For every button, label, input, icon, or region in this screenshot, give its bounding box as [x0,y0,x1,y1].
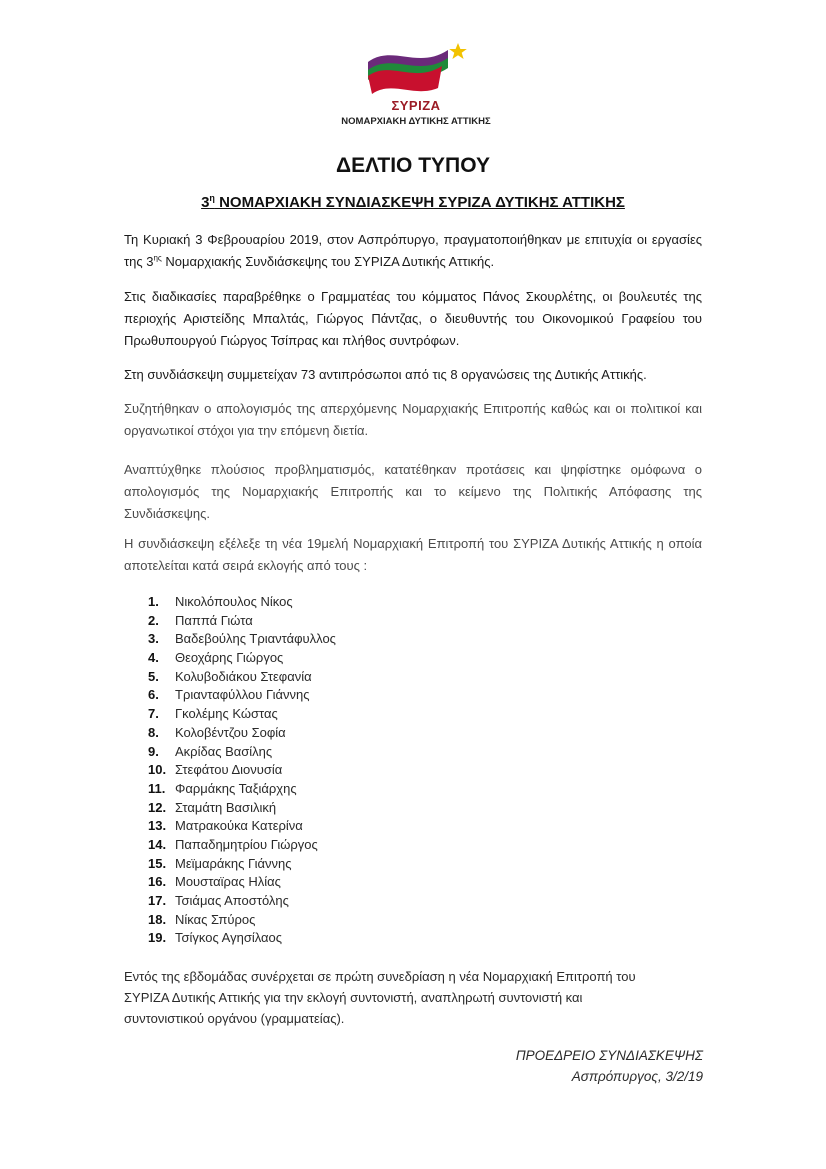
list-item-name: Μουσταϊρας Ηλίας [175,874,281,890]
list-item-number: 11. [148,780,166,796]
list-item-number: 9. [148,743,159,759]
list-item [148,761,336,780]
list-item [148,929,336,948]
intro-text: Τη Κυριακή 3 Φεβρουαρίου 2019, στον Ασπρόπυργο, πραγματοποιήθηκαν με επιτυχία οι εργασίες της 3 [124,232,702,269]
logo-region-name: ΝΟΜΑΡΧΙΑΚΗ ΔΥΤΙΚΗΣ ΑΤΤΙΚΗΣ [341,116,491,127]
document-subtitle [0,193,826,211]
list-item-number: 6. [148,687,159,703]
paragraph-intro [124,229,702,273]
paragraph-participation: Στη συνδιάσκεψη συμμετείχαν 73 αντιπρόσωποι από τις 8 οργανώσεις της Δυτικής Αττικής. [124,367,647,382]
subtitle-number: 3 [201,194,210,211]
list-item [148,724,336,743]
list-item-number: 16. [148,874,167,890]
closing-paragraph [124,966,702,1029]
closing-line: ΣΥΡΙΖΑ Δυτικής Αττικής για την εκλογή συντονιστή, αναπληρωτή συντονιστή και [124,990,583,1005]
list-item-number: 18. [148,911,167,927]
list-item-name: Κολοβέντζου Σοφία [175,724,286,740]
signature-title: ΠΡΟΕΔΡΕΙΟ ΣΥΝΔΙΑΣΚΕΨΗΣ [515,1048,703,1063]
party-logo [330,40,502,132]
list-item-number: 14. [148,836,167,852]
list-item [148,649,336,668]
list-item [148,668,336,687]
list-item-name: Τσιάμας Αποστόλης [175,893,289,908]
list-item [148,593,336,612]
list-item-number: 12. [148,799,167,815]
list-item [148,836,336,855]
list-item-name: Παπαδημητρίου Γιώργος [175,836,318,852]
paragraph-election: Η συνδιάσκεψη εξέλεξε τη νέα 19μελή Νομαρχιακή Επιτροπή του ΣΥΡΙΖΑ Δυτικής Αττικής η οποία αποτελείται κατά σειρά εκλογής από τους : [124,536,702,573]
list-item-number: 3. [148,631,159,647]
subtitle-text: ΝΟΜΑΡΧΙΑΚΗ ΣΥΝΔΙΑΣΚΕΨΗ ΣΥΡΙΖΑ ΔΥΤΙΚΗΣ ΑΤΤΙΚΗΣ [214,194,625,211]
star-icon [449,43,467,59]
logo-party-name: ΣΥΡΙΖΑ [391,98,441,113]
list-item-number: 13. [148,818,167,834]
subtitle-superscript: η [209,193,215,203]
signature-block [516,1045,703,1087]
list-item-name: Τριανταφύλλου Γιάννης [175,687,310,703]
intro-superscript: ης [153,253,162,263]
paragraph-resolution: Αναπτύχθηκε πλούσιος προβληματισμός, κατατέθηκαν προτάσεις και ψηφίστηκε ομόφωνα ο απολογισμός της Νομαρχιακής Επιτροπής και το κείμενο της Πολιτικής Απόφασης της Συνδιάσκεψης. [124,462,702,521]
list-item [148,817,336,836]
list-item [148,705,336,724]
list-item-name: Φαρμάκης Ταξιάρχης [175,780,297,796]
list-item-name: Νικολόπουλος Νίκος [175,594,293,609]
list-item [148,873,336,892]
list-item-name: Γκολέμης Κώστας [175,706,278,722]
list-item [148,630,336,649]
list-item-name: Στεφάτου Διονυσία [175,762,283,778]
list-item-number: 1. [148,594,159,609]
list-item-name: Θεοχάρης Γιώργος [175,650,284,666]
list-item-name: Τσίγκος Αγησίλαος [175,930,283,946]
flag-logo-icon [364,40,468,98]
list-item-number: 19. [148,930,167,946]
list-item-number: 2. [148,612,159,628]
list-item-name: Παππά Γιώτα [175,612,253,628]
list-item-name: Ακρίδας Βασίλης [175,743,273,759]
list-item-number: 5. [148,668,159,684]
document-title: ΔΕΛΤΙΟ ΤΥΠΟΥ [336,154,490,177]
list-item [148,855,336,874]
list-item-name: Ματρακούκα Κατερίνα [175,818,303,834]
list-item [148,612,336,631]
list-item-name: Σταμάτη Βασιλική [175,799,277,815]
place-date: Ασπρόπυργος, 3/2/19 [571,1069,703,1084]
closing-line: Εντός της εβδομάδας συνέρχεται σε πρώτη συνεδρίαση η νέα Νομαρχιακή Επιτροπή του [124,969,636,984]
list-item-number: 15. [148,855,167,871]
list-item [148,799,336,818]
list-item-number: 4. [148,650,159,666]
list-item-name: Νίκας Σπύρος [175,911,256,927]
list-item-number: 17. [148,893,167,908]
paragraph-discussion: Συζητήθηκαν ο απολογισμός της απερχόμενης Νομαρχιακής Επιτροπής καθώς και οι πολιτικοί και οργανωτικοί στόχοι για την επόμενη διετία. [124,401,702,438]
list-item-name: Βαδεβούλης Τριαντάφυλλος [175,631,336,647]
list-item-name: Μεϊμαράκης Γιάννης [175,855,292,871]
list-item-number: 10. [148,762,167,778]
closing-line: συντονιστικού οργάνου (γραμματείας). [124,1011,345,1026]
list-item-number: 8. [148,724,159,740]
list-item [148,911,336,930]
paragraph-attendees: Στις διαδικασίες παραβρέθηκε ο Γραμματέας του κόμματος Πάνος Σκουρλέτης, οι βουλευτές της περιοχής Αριστείδης Μπαλτάς, Γιώργος Πάντζας, ο διευθυντής του Οικονομικού Γραφείου του Πρωθυπουργού Γιώργος Τσίπρας και πλήθος συντρόφων. [124,289,702,348]
list-item [148,686,336,705]
list-item [148,780,336,799]
list-item [148,892,336,911]
list-item-name: Κολυβοδιάκου Στεφανία [175,668,312,684]
intro-text-end: Νομαρχιακής Συνδιάσκεψης του ΣΥΡΙΖΑ Δυτικής Αττικής. [161,254,495,269]
list-item [148,743,336,762]
members-list [148,593,336,948]
list-item-number: 7. [148,706,159,722]
